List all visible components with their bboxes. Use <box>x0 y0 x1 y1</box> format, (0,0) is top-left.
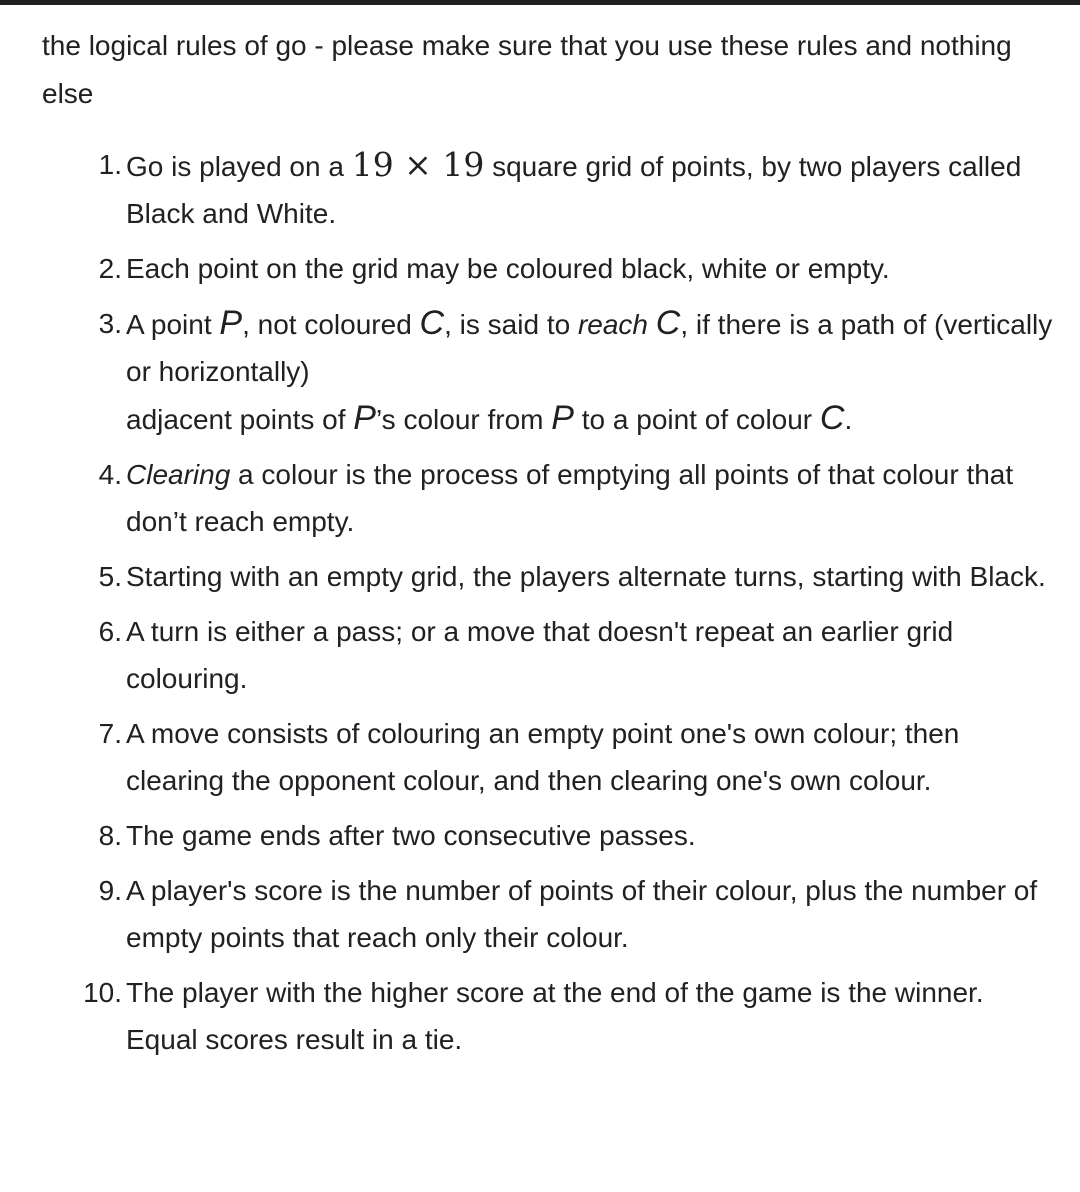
rule-item-6 <box>42 608 1062 702</box>
rule-item-5 <box>42 553 1062 600</box>
rule-number: 7. <box>98 718 122 749</box>
rule-text: A move consists of colouring an empty point one's own colour; then clearing the opponent colour, and then clearing one's own colour. <box>126 718 960 796</box>
rule-number: 8. <box>98 820 122 851</box>
rules-list <box>42 141 1062 1063</box>
rule-text: A turn is either a pass; or a move that doesn't repeat an earlier grid colouring. <box>126 616 954 694</box>
rule-text: The player with the higher score at the end of the game is the winner. Equal scores result in a tie. <box>126 977 984 1055</box>
rule-text: . <box>844 404 853 435</box>
rule-text <box>648 309 656 340</box>
rule-number: 4. <box>98 459 122 490</box>
rule-text: , not coloured <box>242 309 420 340</box>
rule-number: 3. <box>98 308 122 339</box>
rule-text: The game ends after two consecutive passes. <box>126 820 696 851</box>
rule-text: to a point of colour <box>573 404 820 435</box>
math-variable: C <box>819 399 845 437</box>
rule-number: 1. <box>98 149 122 180</box>
rule-text: A player's score is the number of points of their colour, plus the number of empty points that reach only their colour. <box>126 875 1038 953</box>
rule-item-8 <box>42 812 1062 859</box>
rule-text: Starting with an empty grid, the players alternate turns, starting with Black. <box>126 561 1046 592</box>
rule-text: adjacent points of <box>126 404 354 435</box>
rule-item-2 <box>42 245 1062 292</box>
rule-item-1 <box>42 141 1062 237</box>
rule-text: ’s colour from <box>375 404 552 435</box>
rule-item-3 <box>42 300 1062 443</box>
rule-text: , if there is a path of (vertically or horizontally) <box>126 309 1053 387</box>
rule-text: square grid of points, by two players called Black and White. <box>126 151 1022 229</box>
math-expression: 19 × 19 <box>351 145 485 184</box>
rule-item-4 <box>42 451 1062 545</box>
rule-text: Each point on the grid may be coloured black, white or empty. <box>126 253 890 284</box>
math-variable: P <box>353 399 376 437</box>
rule-number: 5. <box>98 561 122 592</box>
emphasis-text: Clearing <box>126 459 231 490</box>
top-border <box>0 0 1080 5</box>
rule-text: , is said to <box>444 309 578 340</box>
rule-number: 6. <box>98 616 122 647</box>
rule-item-9 <box>42 867 1062 961</box>
rule-number: 9. <box>98 875 122 906</box>
rule-number: 2. <box>98 253 122 284</box>
math-variable: P <box>219 304 243 342</box>
math-variable: C <box>419 304 445 342</box>
rule-text: Go is played on a <box>126 151 352 182</box>
rule-number: 10. <box>83 977 122 1008</box>
rule-item-10 <box>42 969 1062 1063</box>
math-variable: P <box>551 399 574 437</box>
rule-text: a colour is the process of emptying all points of that colour that don’t reach empty. <box>126 459 1014 537</box>
rule-item-7 <box>42 710 1062 804</box>
rule-text: A point <box>126 309 220 340</box>
emphasis-text: reach <box>577 309 648 340</box>
document-body <box>42 22 1062 1071</box>
math-variable: C <box>655 304 681 342</box>
intro-text: the logical rules of go - please make sure that you use these rules and nothing else <box>42 30 1012 109</box>
